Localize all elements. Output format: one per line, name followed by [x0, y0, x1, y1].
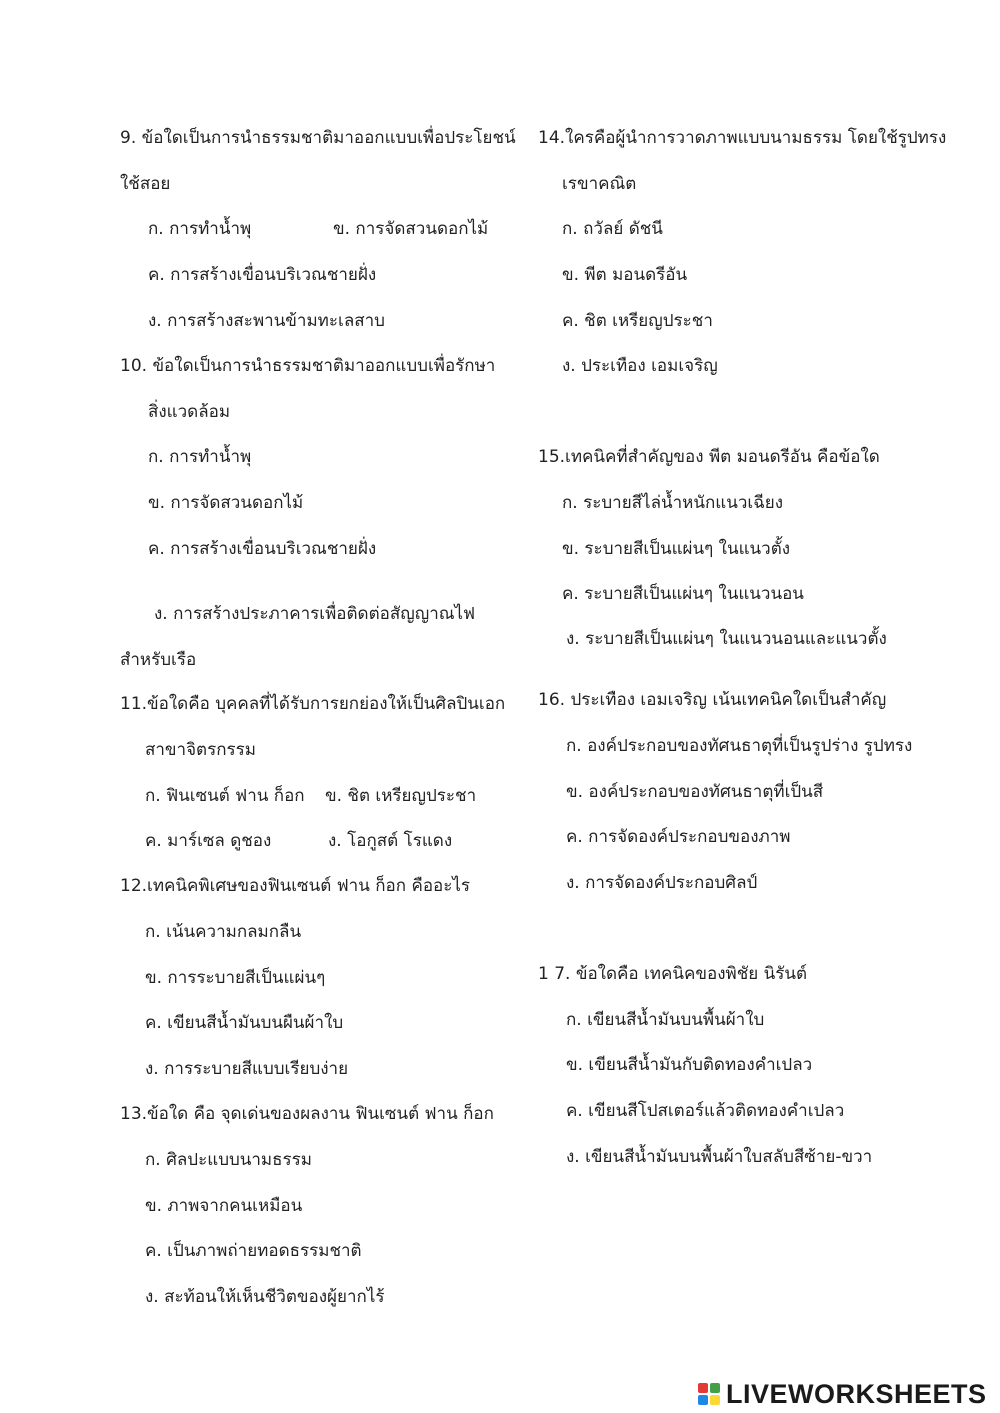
q10-line1: 10. ข้อใดเป็นการนำธรรมชาติมาออกแบบเพื่อรักษา [120, 356, 496, 376]
q14-option-c: ค. ชิต เหรียญประชา [562, 311, 713, 331]
q14-option-b: ข. พีต มอนดรีอัน [562, 265, 688, 285]
q9-line1: 9. ข้อใดเป็นการนำธรรมชาติมาออกแบบเพื่อประโยชน์ [120, 128, 516, 148]
q16-option-b: ข. องค์ประกอบของทัศนธาตุที่เป็นสี [566, 782, 824, 802]
q9-option-d: ง. การสร้างสะพานข้ามทะเลสาบ [148, 311, 385, 331]
q9-option-b: ข. การจัดสวนดอกไม้ [333, 219, 489, 239]
liveworksheets-logo [698, 1377, 987, 1411]
q9-option-c: ค. การสร้างเขื่อนบริเวณชายฝั่ง [148, 265, 377, 285]
q17-option-d: ง. เขียนสีน้ำมันบนพื้นผ้าใบสลับสีซ้าย-ขวา [566, 1147, 873, 1167]
q16-option-c: ค. การจัดองค์ประกอบของภาพ [566, 827, 791, 847]
q13-option-b: ข. ภาพจากคนเหมือน [145, 1196, 303, 1216]
q10-option-a: ก. การทำน้ำพุ [148, 447, 252, 467]
q13-option-d: ง. สะท้อนให้เห็นชีวิตของผู้ยากไร้ [145, 1287, 385, 1307]
q9-option-a: ก. การทำน้ำพุ [148, 219, 252, 239]
q11-option-b: ข. ชิต เหรียญประชา [325, 786, 477, 806]
q10-option-c: ค. การสร้างเขื่อนบริเวณชายฝั่ง [148, 539, 377, 559]
q11-line2: สาขาจิตรกรรม [145, 740, 256, 760]
q15-option-c: ค. ระบายสีเป็นแผ่นๆ ในแนวนอน [562, 584, 804, 604]
q16-line1: 16. ประเทือง เอมเจริญ เน้นเทคนิคใดเป็นสำคัญ [538, 690, 887, 710]
q11-line1: 11.ข้อใดคือ บุคคลที่ได้รับการยกย่องให้เป็นศิลปินเอก [120, 694, 506, 714]
q11-option-c: ค. มาร์เซล ดูชอง [145, 831, 272, 851]
q11-option-d: ง. โอกูสต์ โรแดง [328, 831, 453, 851]
q16-option-d: ง. การจัดองค์ประกอบศิลป์ [566, 873, 758, 893]
q12-option-b: ข. การระบายสีเป็นแผ่นๆ [145, 968, 326, 988]
q14-line2: เรขาคณิต [562, 174, 637, 194]
q12-option-a: ก. เน้นความกลมกลืน [145, 922, 302, 942]
q11-option-a: ก. ฟินเซนต์ ฟาน ก็อก [145, 786, 305, 806]
q14-option-a: ก. ถวัลย์ ดัชนี [562, 219, 663, 239]
logo-mark-icon [698, 1383, 720, 1405]
q14-option-d: ง. ประเทือง เอมเจริญ [562, 356, 718, 376]
logo-text: LIVEWORKSHEETS [726, 1378, 987, 1409]
q16-option-a: ก. องค์ประกอบของทัศนธาตุที่เป็นรูปร่าง รูปทรง [566, 736, 913, 756]
q17-option-b: ข. เขียนสีน้ำมันกับติดทองคำเปลว [566, 1055, 813, 1075]
q12-option-c: ค. เขียนสีน้ำมันบนผืนผ้าใบ [145, 1013, 344, 1033]
q13-option-a: ก. ศิลปะแบบนามธรรม [145, 1150, 312, 1170]
q15-line1: 15.เทคนิคที่สำคัญของ พีต มอนดรีอัน คือข้อใด [538, 447, 880, 467]
q17-option-a: ก. เขียนสีน้ำมันบนพื้นผ้าใบ [566, 1010, 765, 1030]
q10-option-d-line2: สำหรับเรือ [120, 650, 197, 670]
q15-option-d: ง. ระบายสีเป็นแผ่นๆ ในแนวนอนและแนวตั้ง [566, 629, 887, 649]
q15-option-b: ข. ระบายสีเป็นแผ่นๆ ในแนวตั้ง [562, 539, 791, 559]
q12-option-d: ง. การระบายสีแบบเรียบง่าย [145, 1059, 349, 1079]
q9-line2: ใช้สอย [120, 174, 171, 194]
q17-line1: 1 7. ข้อใดคือ เทคนิคของพิชัย นิรันต์ [538, 964, 808, 984]
q13-line1: 13.ข้อใด คือ จุดเด่นของผลงาน ฟินเซนต์ ฟาน ก็อก [120, 1104, 494, 1124]
q12-line1: 12.เทคนิคพิเศษของฟินเซนต์ ฟาน ก็อก คืออะไร [120, 876, 471, 896]
q17-option-c: ค. เขียนสีโปสเตอร์แล้วติดทองคำเปลว [566, 1101, 845, 1121]
q14-line1: 14.ใครคือผู้นำการวาดภาพแบบนามธรรม โดยใช้รูปทรง [538, 128, 947, 148]
q10-option-b: ข. การจัดสวนดอกไม้ [148, 493, 304, 513]
q10-option-d-line1: ง. การสร้างประภาคารเพื่อติดต่อสัญญาณไฟ [154, 604, 476, 624]
q15-option-a: ก. ระบายสีไล่น้ำหนักแนวเฉียง [562, 493, 784, 513]
q10-line2: สิ่งแวดล้อม [148, 402, 231, 422]
q13-option-c: ค. เป็นภาพถ่ายทอดธรรมชาติ [145, 1241, 362, 1261]
